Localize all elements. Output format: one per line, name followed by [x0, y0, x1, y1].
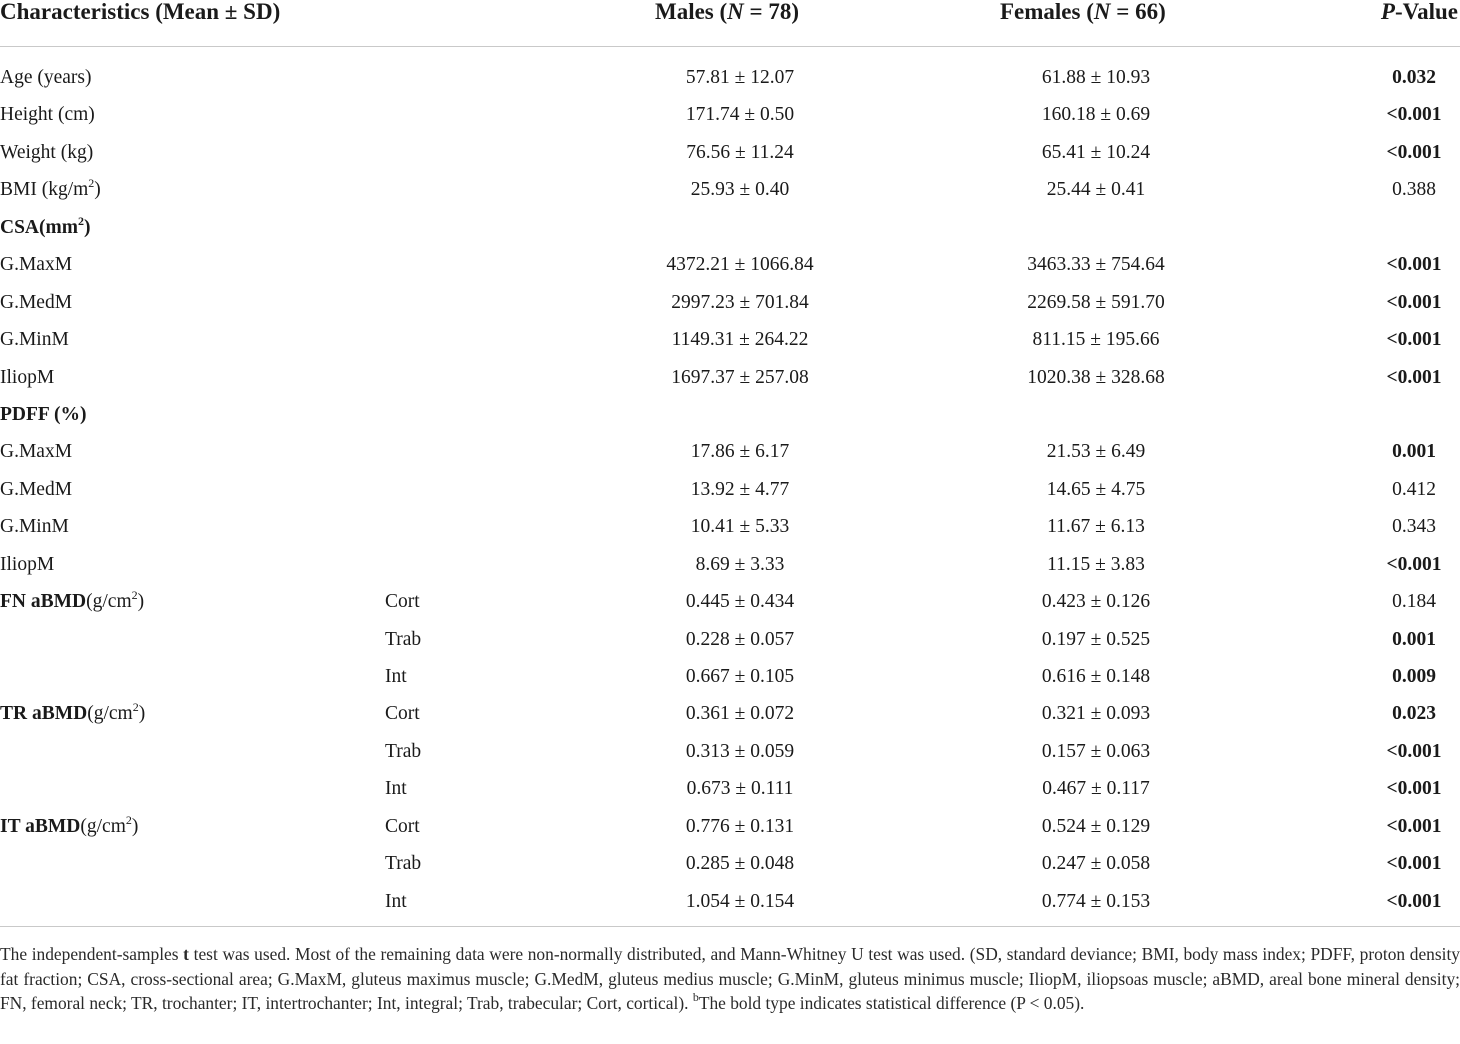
females-value: 0.616 ± 0.148 [1041, 666, 1151, 687]
row-label-text: Weight (kg) [0, 141, 94, 163]
males-value: 4372.21 ± 1066.84 [666, 254, 814, 276]
row-label-tail: ) [84, 216, 91, 238]
males-value: 0.667 ± 0.105 [685, 666, 795, 687]
row-label [0, 546, 54, 583]
males-value: 171.74 ± 0.50 [685, 104, 795, 126]
row-label [0, 59, 92, 96]
row-label-unit: (g/cm [87, 703, 133, 725]
row-label-text: G.MedM [0, 291, 73, 313]
table-row [0, 321, 1460, 358]
females-value: 61.88 ± 10.93 [1041, 67, 1151, 88]
row-label [0, 284, 72, 321]
header-males [655, 0, 799, 28]
females-value: 0.321 ± 0.093 [1041, 703, 1151, 725]
row-label [0, 508, 69, 545]
table-row [0, 621, 1460, 658]
header-males-n: N [727, 0, 744, 24]
males-value: 17.86 ± 6.17 [690, 441, 790, 463]
footnote-text-a: The independent-samples [0, 944, 184, 964]
row-label [0, 171, 101, 208]
row-label-text: BMI (kg/m [0, 179, 89, 201]
footnote-sup-b: b [692, 990, 699, 1004]
row-label-unit: (g/cm [80, 815, 126, 837]
females-value: 14.65 ± 4.75 [1046, 478, 1146, 500]
females-value: 1020.38 ± 328.68 [1027, 366, 1165, 388]
row-subgroup: Trab [385, 740, 422, 762]
females-value: 0.423 ± 0.126 [1041, 591, 1151, 613]
row-label-text: PDFF (%) [0, 403, 87, 425]
row-label-unit: (g/cm [86, 591, 132, 613]
header-females [1000, 0, 1166, 28]
males-value: 0.776 ± 0.131 [685, 815, 795, 837]
table-row [0, 546, 1460, 583]
row-label [0, 96, 95, 133]
p-value: <0.001 [1386, 778, 1442, 800]
row-label-text: G.MedM [0, 478, 73, 500]
p-value: 0.032 [1392, 67, 1436, 88]
row-subgroup: Int [385, 778, 407, 800]
row-label-sup: 2 [88, 176, 95, 191]
females-value: 25.44 ± 0.41 [1046, 179, 1146, 201]
table-row [0, 284, 1460, 321]
row-subgroup: Cort [385, 703, 420, 725]
p-value: 0.343 [1392, 516, 1436, 538]
row-label-text: G.MinM [0, 329, 69, 351]
females-value: 11.15 ± 3.83 [1047, 553, 1145, 575]
header-characteristics: Characteristics (Mean ± SD) [0, 0, 281, 24]
p-value: 0.001 [1392, 628, 1436, 650]
females-value: 65.41 ± 10.24 [1041, 141, 1151, 163]
females-value: 0.157 ± 0.063 [1041, 740, 1151, 762]
table-row [0, 359, 1460, 396]
row-label-sup: 2 [132, 700, 139, 715]
females-value: 0.774 ± 0.153 [1041, 890, 1151, 912]
table-bottom-rule [0, 926, 1460, 927]
p-value: 0.412 [1392, 478, 1436, 500]
table-row [0, 845, 1460, 882]
males-value: 1697.37 ± 257.08 [671, 366, 809, 388]
females-value: 3463.33 ± 754.64 [1027, 254, 1165, 276]
p-value: <0.001 [1386, 815, 1442, 837]
table-row [0, 508, 1460, 545]
header-p-suffix: -Value [1394, 0, 1458, 24]
table-row [0, 808, 1460, 845]
table-footnote [0, 942, 1460, 1016]
p-value: 0.001 [1392, 441, 1436, 463]
header-males-suffix: = 78) [743, 0, 800, 24]
row-subgroup: Cort [385, 591, 420, 613]
males-value: 76.56 ± 11.24 [686, 141, 794, 163]
males-value: 1149.31 ± 264.22 [671, 329, 809, 351]
table-row [0, 583, 1460, 620]
males-value: 57.81 ± 12.07 [685, 67, 795, 88]
footnote-t: t [183, 944, 189, 964]
table-row [0, 246, 1460, 283]
table-row [0, 695, 1460, 732]
row-label [0, 695, 145, 732]
header-p-value [1381, 0, 1458, 28]
row-subgroup: Cort [385, 815, 420, 837]
table-row [0, 59, 1460, 96]
row-subgroup: Trab [385, 853, 422, 875]
table-row [0, 770, 1460, 807]
females-value: 21.53 ± 6.49 [1046, 441, 1146, 463]
row-label-sup: 2 [125, 812, 132, 827]
row-label [0, 433, 72, 470]
males-value: 13.92 ± 4.77 [690, 478, 790, 500]
row-label-text: TR aBMD [0, 703, 88, 725]
females-value: 11.67 ± 6.13 [1047, 516, 1145, 538]
males-value: 2997.23 ± 701.84 [671, 291, 809, 313]
row-label-tail: ) [94, 179, 101, 201]
row-label [0, 134, 93, 171]
females-value: 160.18 ± 0.69 [1041, 104, 1151, 126]
header-females-n: N [1093, 0, 1111, 24]
p-value: 0.009 [1392, 666, 1436, 687]
row-label [0, 396, 86, 433]
header-p-italic: P [1380, 0, 1395, 24]
p-value: <0.001 [1386, 329, 1442, 351]
row-label-tail: ) [138, 703, 146, 725]
header-males-prefix: Males ( [655, 0, 728, 24]
row-label-text: G.MinM [0, 516, 69, 538]
p-value: <0.001 [1386, 890, 1442, 912]
p-value: <0.001 [1386, 141, 1442, 163]
table-row [0, 471, 1460, 508]
row-label-text: IliopM [0, 366, 55, 388]
p-value: 0.023 [1392, 703, 1436, 725]
row-label-sup: 2 [131, 588, 138, 603]
table-row [0, 134, 1460, 171]
table-row [0, 883, 1460, 920]
header-females-prefix: Females ( [1000, 0, 1094, 24]
males-value: 0.228 ± 0.057 [685, 628, 795, 650]
p-value: 0.388 [1392, 179, 1436, 201]
table-row [0, 396, 1460, 433]
row-subgroup: Int [385, 890, 407, 912]
row-label-sup: 2 [78, 213, 84, 228]
row-label [0, 321, 69, 358]
females-value: 0.467 ± 0.117 [1042, 778, 1150, 800]
p-value: <0.001 [1386, 254, 1442, 276]
row-label [0, 471, 72, 508]
row-label-text: Age (years) [0, 67, 92, 88]
row-subgroup: Trab [385, 628, 422, 650]
p-value: <0.001 [1386, 853, 1442, 875]
row-label [0, 246, 72, 283]
row-label [0, 359, 54, 396]
row-label-text: Height (cm) [0, 104, 95, 126]
row-subgroup: Int [385, 666, 407, 687]
header-females-suffix: = 66) [1110, 0, 1166, 24]
males-value: 0.673 ± 0.111 [686, 778, 794, 800]
males-value: 10.41 ± 5.33 [690, 516, 790, 538]
row-label [0, 583, 144, 620]
row-label [0, 209, 91, 246]
table-row [0, 733, 1460, 770]
table-row [0, 96, 1460, 133]
table-header [0, 0, 1460, 47]
females-value: 0.247 ± 0.058 [1041, 853, 1151, 875]
row-label [0, 808, 138, 845]
row-label-text: FN aBMD [0, 591, 87, 613]
females-value: 0.524 ± 0.129 [1041, 815, 1151, 837]
males-value: 0.285 ± 0.048 [685, 853, 795, 875]
table-row [0, 433, 1460, 470]
p-value: <0.001 [1386, 553, 1442, 575]
males-value: 25.93 ± 0.40 [690, 179, 790, 201]
males-value: 1.054 ± 0.154 [685, 890, 795, 912]
females-value: 2269.58 ± 591.70 [1027, 291, 1165, 313]
p-value: 0.184 [1392, 591, 1436, 613]
p-value: <0.001 [1386, 291, 1442, 313]
p-value: <0.001 [1386, 104, 1442, 126]
table-body [0, 47, 1460, 920]
males-value: 0.445 ± 0.434 [685, 591, 795, 613]
row-label-tail: ) [131, 815, 139, 837]
females-value: 0.197 ± 0.525 [1041, 628, 1151, 650]
table-row [0, 658, 1460, 695]
table-row [0, 171, 1460, 208]
males-value: 0.313 ± 0.059 [685, 740, 795, 762]
row-label-text: IT aBMD [0, 815, 81, 837]
footnote-text-b: test was used. Most of the remaining data were non-normally distributed, and Mann-Whitney U test was used. (SD, standard deviance; BMI, body mass index; PDFF, proton density fat fraction; CSA, cross-sectional area; G.MaxM, gluteus maximus muscle; G.MedM, gluteus medius muscle; G.MinM, gluteus minimus muscle; IliopM, iliopsoas muscle; aBMD, areal bone mineral density; FN, femoral neck; TR, trochanter; IT, intertrochanter; Int, integral; Trab, trabecular; Cort, cortical). [0, 944, 1460, 1013]
p-value: <0.001 [1386, 740, 1442, 762]
table-row [0, 209, 1460, 246]
row-label-text: CSA(mm [0, 216, 78, 238]
footnote-text-c: The bold type indicates statistical difference (P < 0.05). [698, 993, 1085, 1013]
row-label-text: G.MaxM [0, 441, 73, 463]
males-value: 8.69 ± 3.33 [695, 553, 785, 575]
males-value: 0.361 ± 0.072 [685, 703, 795, 725]
row-label-text: G.MaxM [0, 254, 73, 276]
females-value: 811.15 ± 195.66 [1032, 329, 1160, 351]
row-label-tail: ) [137, 591, 145, 613]
row-label-text: IliopM [0, 553, 55, 575]
p-value: <0.001 [1386, 366, 1442, 388]
